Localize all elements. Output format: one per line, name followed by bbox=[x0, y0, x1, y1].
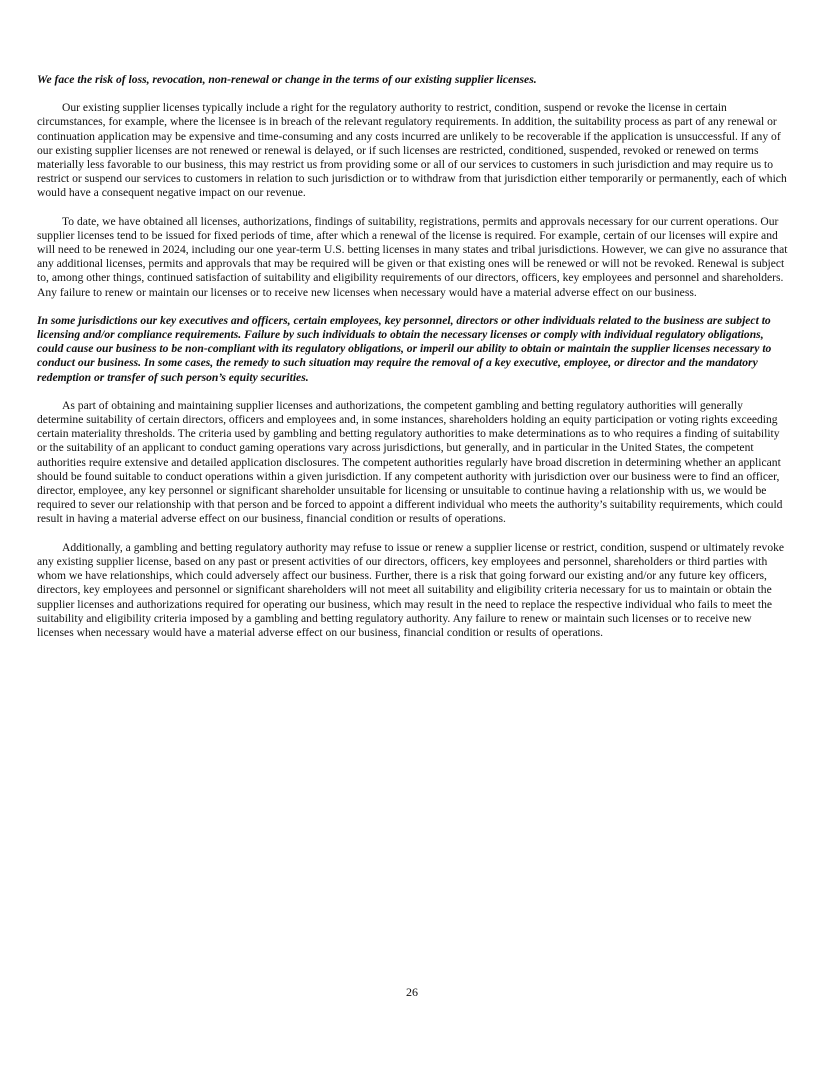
paragraph-license-refusal: Additionally, a gambling and betting regulatory authority may refuse to issue or renew a supplier license or restrict, condition, suspend or ultimately revoke any existing supplier license, based on any past or present activities of our directors, officers, key employees and personnel, shareholders or third parties with whom we have relationships, which could adversely affect our business. Further, there is a risk that going forward our existing and/or any future key officers, directors, key employees and personnel or significant shareholders will not meet all suitability and eligibility criteria necessary for us to maintain or obtain the supplier licenses and authorizations required for operating our business, which may result in the need to replace the respective individual who fails to meet the suitability and eligibility criteria imposed by a gambling and betting regulatory authority. Any failure to renew or maintain such licenses or to receive new licenses when necessary would have a material adverse effect on our business, financial condition or results of operations. bbox=[37, 540, 785, 639]
paragraph-license-renewals: To date, we have obtained all licenses, authorizations, findings of suitability, registrations, permits and approvals necessary for our current operations. Our supplier licenses tend to be issued for fixed periods of time, after which a renewal of the license is required. For example, certain of our licenses will expire and will need to be renewed in 2024, including our one year-term U.S. betting licenses in many states and tribal jurisdictions. However, we can give no assurance that any additional licenses, permits and approvals that may be required will be given or that existing ones will be renewed or will not be revoked. Renewal is subject to, among other things, continued satisfaction of suitability and eligibility requirements of our directors, officers, key employees and personnel and shareholders. Any failure to renew or maintain our licenses or to receive new licenses when necessary would have a material adverse effect on our business. bbox=[37, 214, 788, 299]
page-number: 26 bbox=[406, 985, 418, 999]
paragraph-license-restrictions: Our existing supplier licenses typically include a right for the regulatory authority to restrict, condition, suspend or revoke the license in certain circumstances, for example, where the licensee is in breach of the relevant regulatory requirements. In addition, the suitability process as part of any renewal or continuation application may be expensive and time-consuming and any costs incurred are unlikely to be recoverable if the application is unsuccessful. If any of our existing supplier licenses are not renewed or renewal is delayed, or if such licenses are restricted, conditioned, suspended, revoked or renewed on terms materially less favorable to our business, this may restrict us from providing some or all of our services to customers in such jurisdiction and may require us to restrict or suspend our services to customers in relation to such jurisdiction or to withdraw from that jurisdiction either temporarily or permanently, each of which would have a consequent negative impact on our revenue. bbox=[37, 101, 787, 200]
risk-heading-supplier-licenses: We face the risk of loss, revocation, non-renewal or change in the terms of our existing supplier licenses. bbox=[37, 73, 537, 86]
risk-heading-individual-licensing: In some jurisdictions our key executives and officers, certain employees, key personnel, directors or other individuals related to the business are subject to licensing and/or compliance requirements. Failure by such individuals to obtain the necessary licenses or comply with individual regulatory obligations, could cause our business to be non-compliant with its regulatory obligations, or imperil our ability to obtain or maintain the supplier licenses necessary to conduct our business. In some cases, the remedy to such situation may require the removal of a key executive, employee, or director and the mandatory redemption or transfer of such person’s equity securities. bbox=[37, 313, 772, 384]
paragraph-suitability-determinations: As part of obtaining and maintaining supplier licenses and authorizations, the competent gambling and betting regulatory authorities will generally determine suitability of certain directors, officers and employees and, in some instances, shareholders holding an equity participation or voting rights exceeding certain materiality thresholds. The criteria used by gambling and betting regulatory authorities to make determinations as to who requires a finding of suitability or the suitability of an applicant to conduct gaming operations vary across jurisdictions, but generally, and in particular in the United States, the competent authorities require extensive and detailed application disclosures. The competent authorities regularly have broad discretion in determining whether an applicant should be found suitable to conduct operations within a given jurisdiction. If any competent authority with jurisdiction over our business were to find an officer, director, employee, any key personnel or significant shareholder unsuitable for licensing or unsuitable to continue having a relationship with us, we would be required to sever our relationship with that person and be forced to appoint a different individual who meets the authority’s suitability requirements, which could result in having a material adverse effect on our business, financial condition or results of operations. bbox=[37, 398, 783, 526]
document-page bbox=[37, 73, 789, 654]
